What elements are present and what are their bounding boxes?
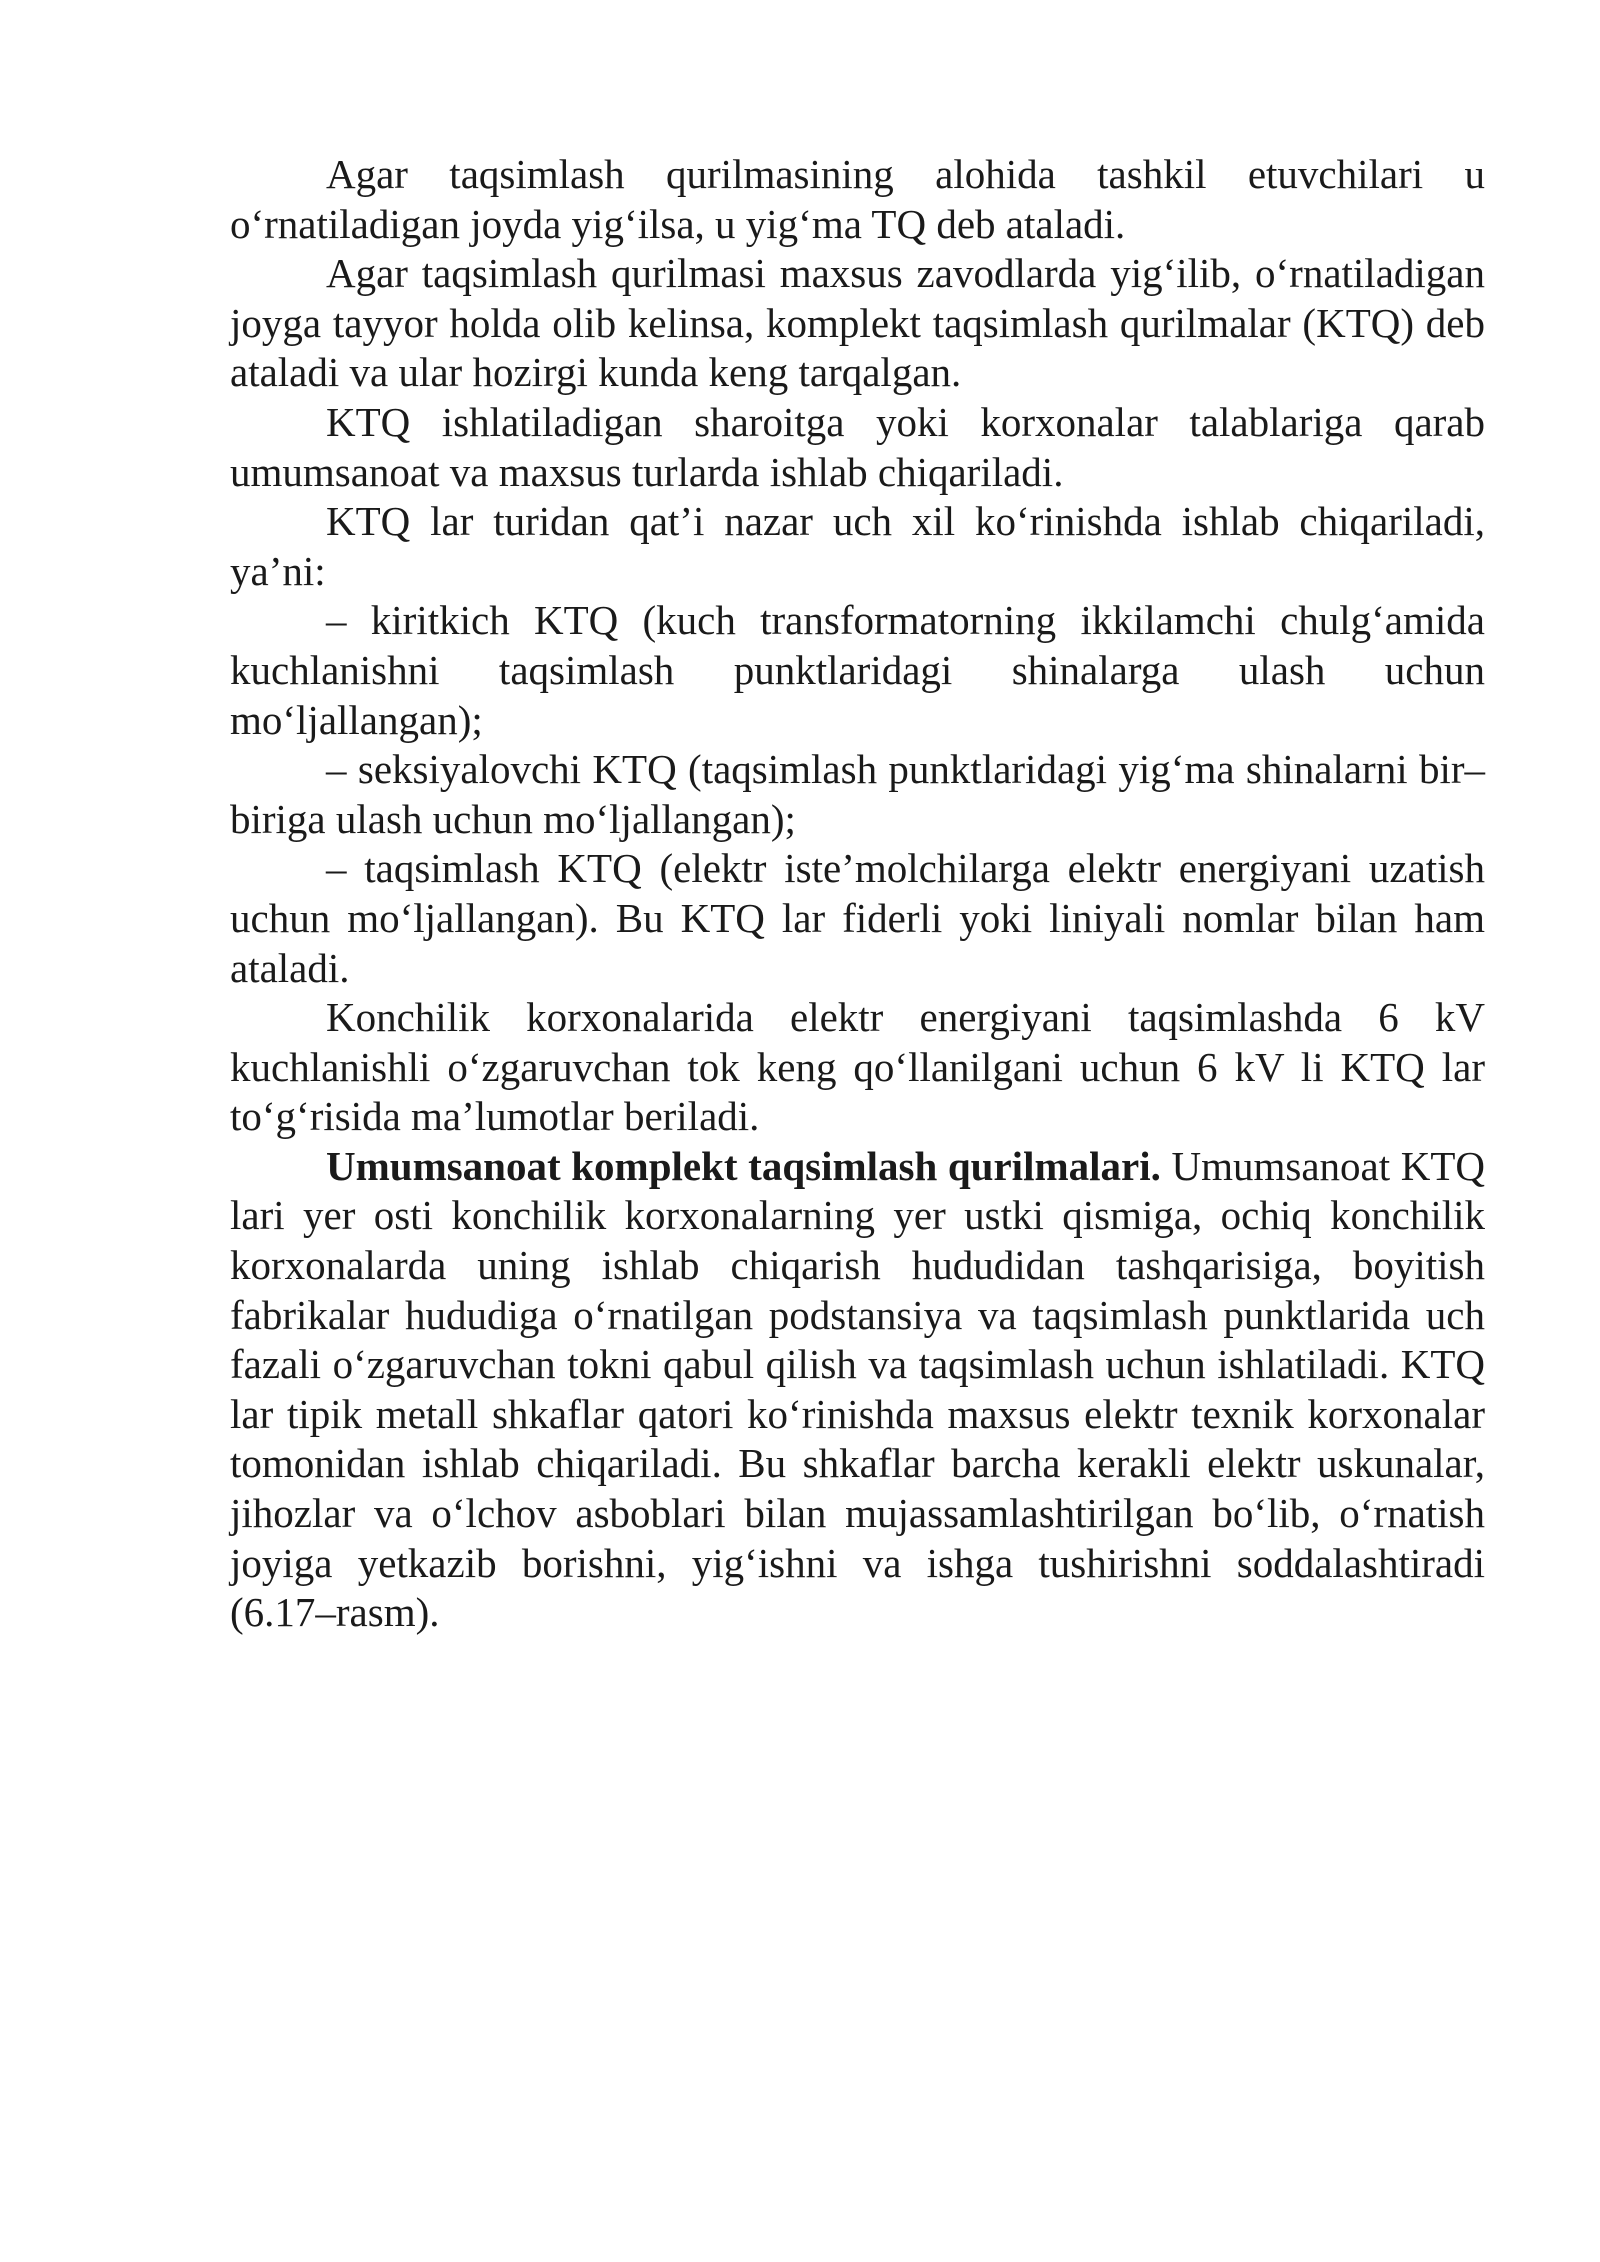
list-item-paragraph bbox=[230, 844, 1485, 993]
paragraph bbox=[230, 497, 1485, 596]
paragraph bbox=[230, 993, 1485, 1142]
paragraph-text: – taqsimlash KTQ (elektr iste’molchilarga elektr energiyani uzatish uchun mo‘ljallangan). Bu KTQ lar fiderli yoki liniyali nomlar bilan ham ataladi. bbox=[230, 845, 1485, 991]
paragraph bbox=[230, 150, 1485, 249]
paragraph bbox=[230, 249, 1485, 398]
paragraph-text: Umumsanoat KTQ lari yer osti konchilik korxonalarning yer ustki qismiga, ochiq konchilik korxonalarda uning ishlab chiqarish hududidan tashqarisiga, boyitish fabrikalar hududiga o‘rnatilgan podstansiya va taqsimlash punktlarida uch fazali o‘zgaruvchan tokni qabul qilish va taqsimlash uchun ishlatiladi. KTQ lar tipik metall shkaflar qatori ko‘rinishda maxsus elektr texnik korxonalar tomonidan ishlab chiqariladi. Bu shkaflar barcha kerakli elektr uskunalar, jihozlar va o‘lchov asboblari bilan mujassamlashtirilgan bo‘lib, o‘rnatish joyiga yetkazib borishni, yig‘ishni va ishga tushirishni soddalashtiradi (6.17–rasm). bbox=[230, 1142, 1485, 1636]
list-item-paragraph bbox=[230, 596, 1485, 745]
section-heading: Umumsanoat komplekt taqsimlash qurilmalari. bbox=[326, 1142, 1161, 1189]
paragraph-text: KTQ lar turidan qat’i nazar uch xil ko‘rinishda ishlab chiqariladi, ya’ni: bbox=[230, 498, 1485, 594]
paragraph-text: – seksiyalovchi KTQ (taqsimlash punktlaridagi yig‘ma shinalarni bir–biriga ulash uchun mo‘ljallangan); bbox=[230, 746, 1485, 842]
paragraph-text: Agar taqsimlash qurilmasi maxsus zavodlarda yig‘ilib, o‘rnatiladigan joyga tayyor holda olib kelinsa, komplekt taqsimlash qurilmalar (KTQ) deb ataladi va ular hozirgi kunda keng tarqalgan. bbox=[230, 250, 1485, 396]
paragraph bbox=[230, 398, 1485, 497]
paragraph-text: Agar taqsimlash qurilmasining alohida tashkil etuvchilari u o‘rnatiladigan joyda yig‘ilsa, u yig‘ma TQ deb ataladi. bbox=[230, 151, 1485, 247]
paragraph-text: – kiritkich KTQ (kuch transformatorning ikkilamchi chulg‘amida kuchlanishni taqsimlash punktlaridagi shinalarga ulash uchun mo‘ljallangan); bbox=[230, 597, 1485, 743]
paragraph-text: Konchilik korxonalarida elektr energiyani taqsimlashda 6 kV kuchlanishli o‘zgaruvchan tok keng qo‘llanilgani uchun 6 kV li KTQ lar to‘g‘risida ma’lumotlar beriladi. bbox=[230, 994, 1485, 1140]
section-paragraph bbox=[230, 1142, 1485, 1638]
list-item-paragraph bbox=[230, 745, 1485, 844]
document-body bbox=[230, 150, 1485, 1638]
paragraph-text: KTQ ishlatiladigan sharoitga yoki korxonalar talablariga qarab umumsanoat va maxsus turlarda ishlab chiqariladi. bbox=[230, 398, 1485, 495]
